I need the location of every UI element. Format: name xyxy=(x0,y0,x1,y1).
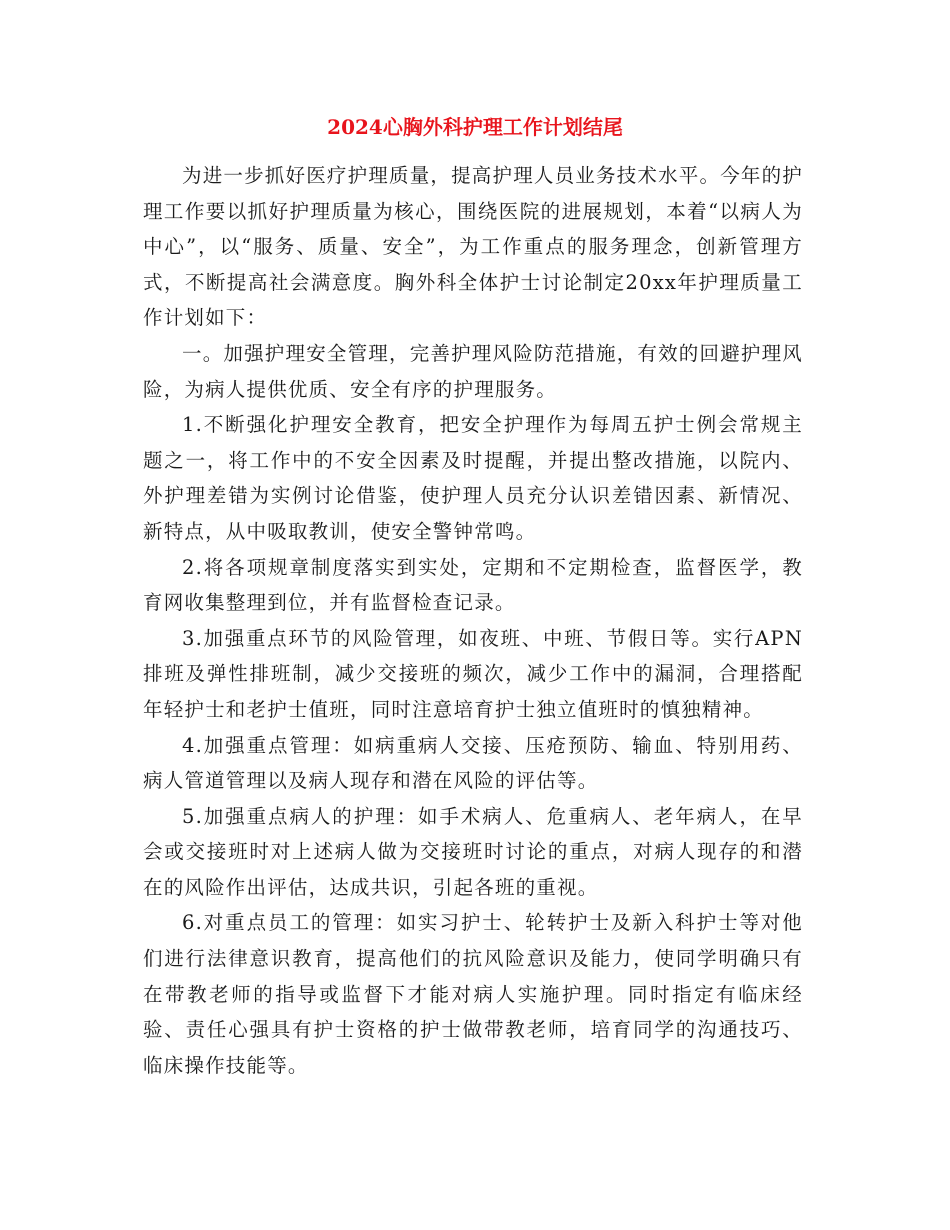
document-body xyxy=(143,158,803,1083)
paragraph-section-1: 一。加强护理安全管理，完善护理风险防范措施，有效的回避护理风险，为病人提供优质、安全有序的护理服务。 xyxy=(143,341,804,401)
paragraph-intro: 为进一步抓好医疗护理质量，提高护理人员业务技术水平。今年的护理工作要以抓好护理质量为核心，围绕医院的进展规划，本着“以病人为中心”，以“服务、质量、安全”，为工作重点的服务理念，创新管理方式，不断提高社会满意度。胸外科全体护士讨论制定20xx年护理质量工作计划如下： xyxy=(143,164,804,330)
paragraph-item-2: 2.将各项规章制度落实到实处，定期和不定期检查，监督医学，教育网收集整理到位，并有监督检查记录。 xyxy=(143,555,803,615)
paragraph-item-5: 5.加强重点病人的护理：如手术病人、危重病人、老年病人，在早会或交接班时对上述病人做为交接班时讨论的重点，对病人现存的和潜在的风险作出评估，达成共识，引起各班的重视。 xyxy=(143,804,803,899)
document-title: 2024心胸外科护理工作计划结尾 xyxy=(327,115,623,139)
paragraph-item-1: 1.不断强化护理安全教育，把安全护理作为每周五护士例会常规主题之一，将工作中的不安全因素及时提醒，并提出整改措施，以院内、外护理差错为实例讨论借鉴，使护理人员充分认识差错因素、新情况、新特点，从中吸取教训，使安全警钟常鸣。 xyxy=(143,413,803,543)
paragraph-item-6: 6.对重点员工的管理：如实习护士、轮转护士及新入科护士等对他们进行法律意识教育，提高他们的抗风险意识及能力，使同学明确只有在带教老师的指导或监督下才能对病人实施护理。同时指定有临床经验、责任心强具有护士资格的护士做带教老师，培育同学的沟通技巧、临床操作技能等。 xyxy=(143,911,803,1077)
paragraph-item-4: 4.加强重点管理：如病重病人交接、压疮预防、输血、特别用药、病人管道管理以及病人现存和潜在风险的评估等。 xyxy=(143,733,803,793)
paragraph-item-3: 3.加强重点环节的风险管理，如夜班、中班、节假日等。实行APN排班及弹性排班制，减少交接班的频次，减少工作中的漏洞，合理搭配年轻护士和老护士值班，同时注意培育护士独立值班时的慎独精神。 xyxy=(143,626,803,721)
